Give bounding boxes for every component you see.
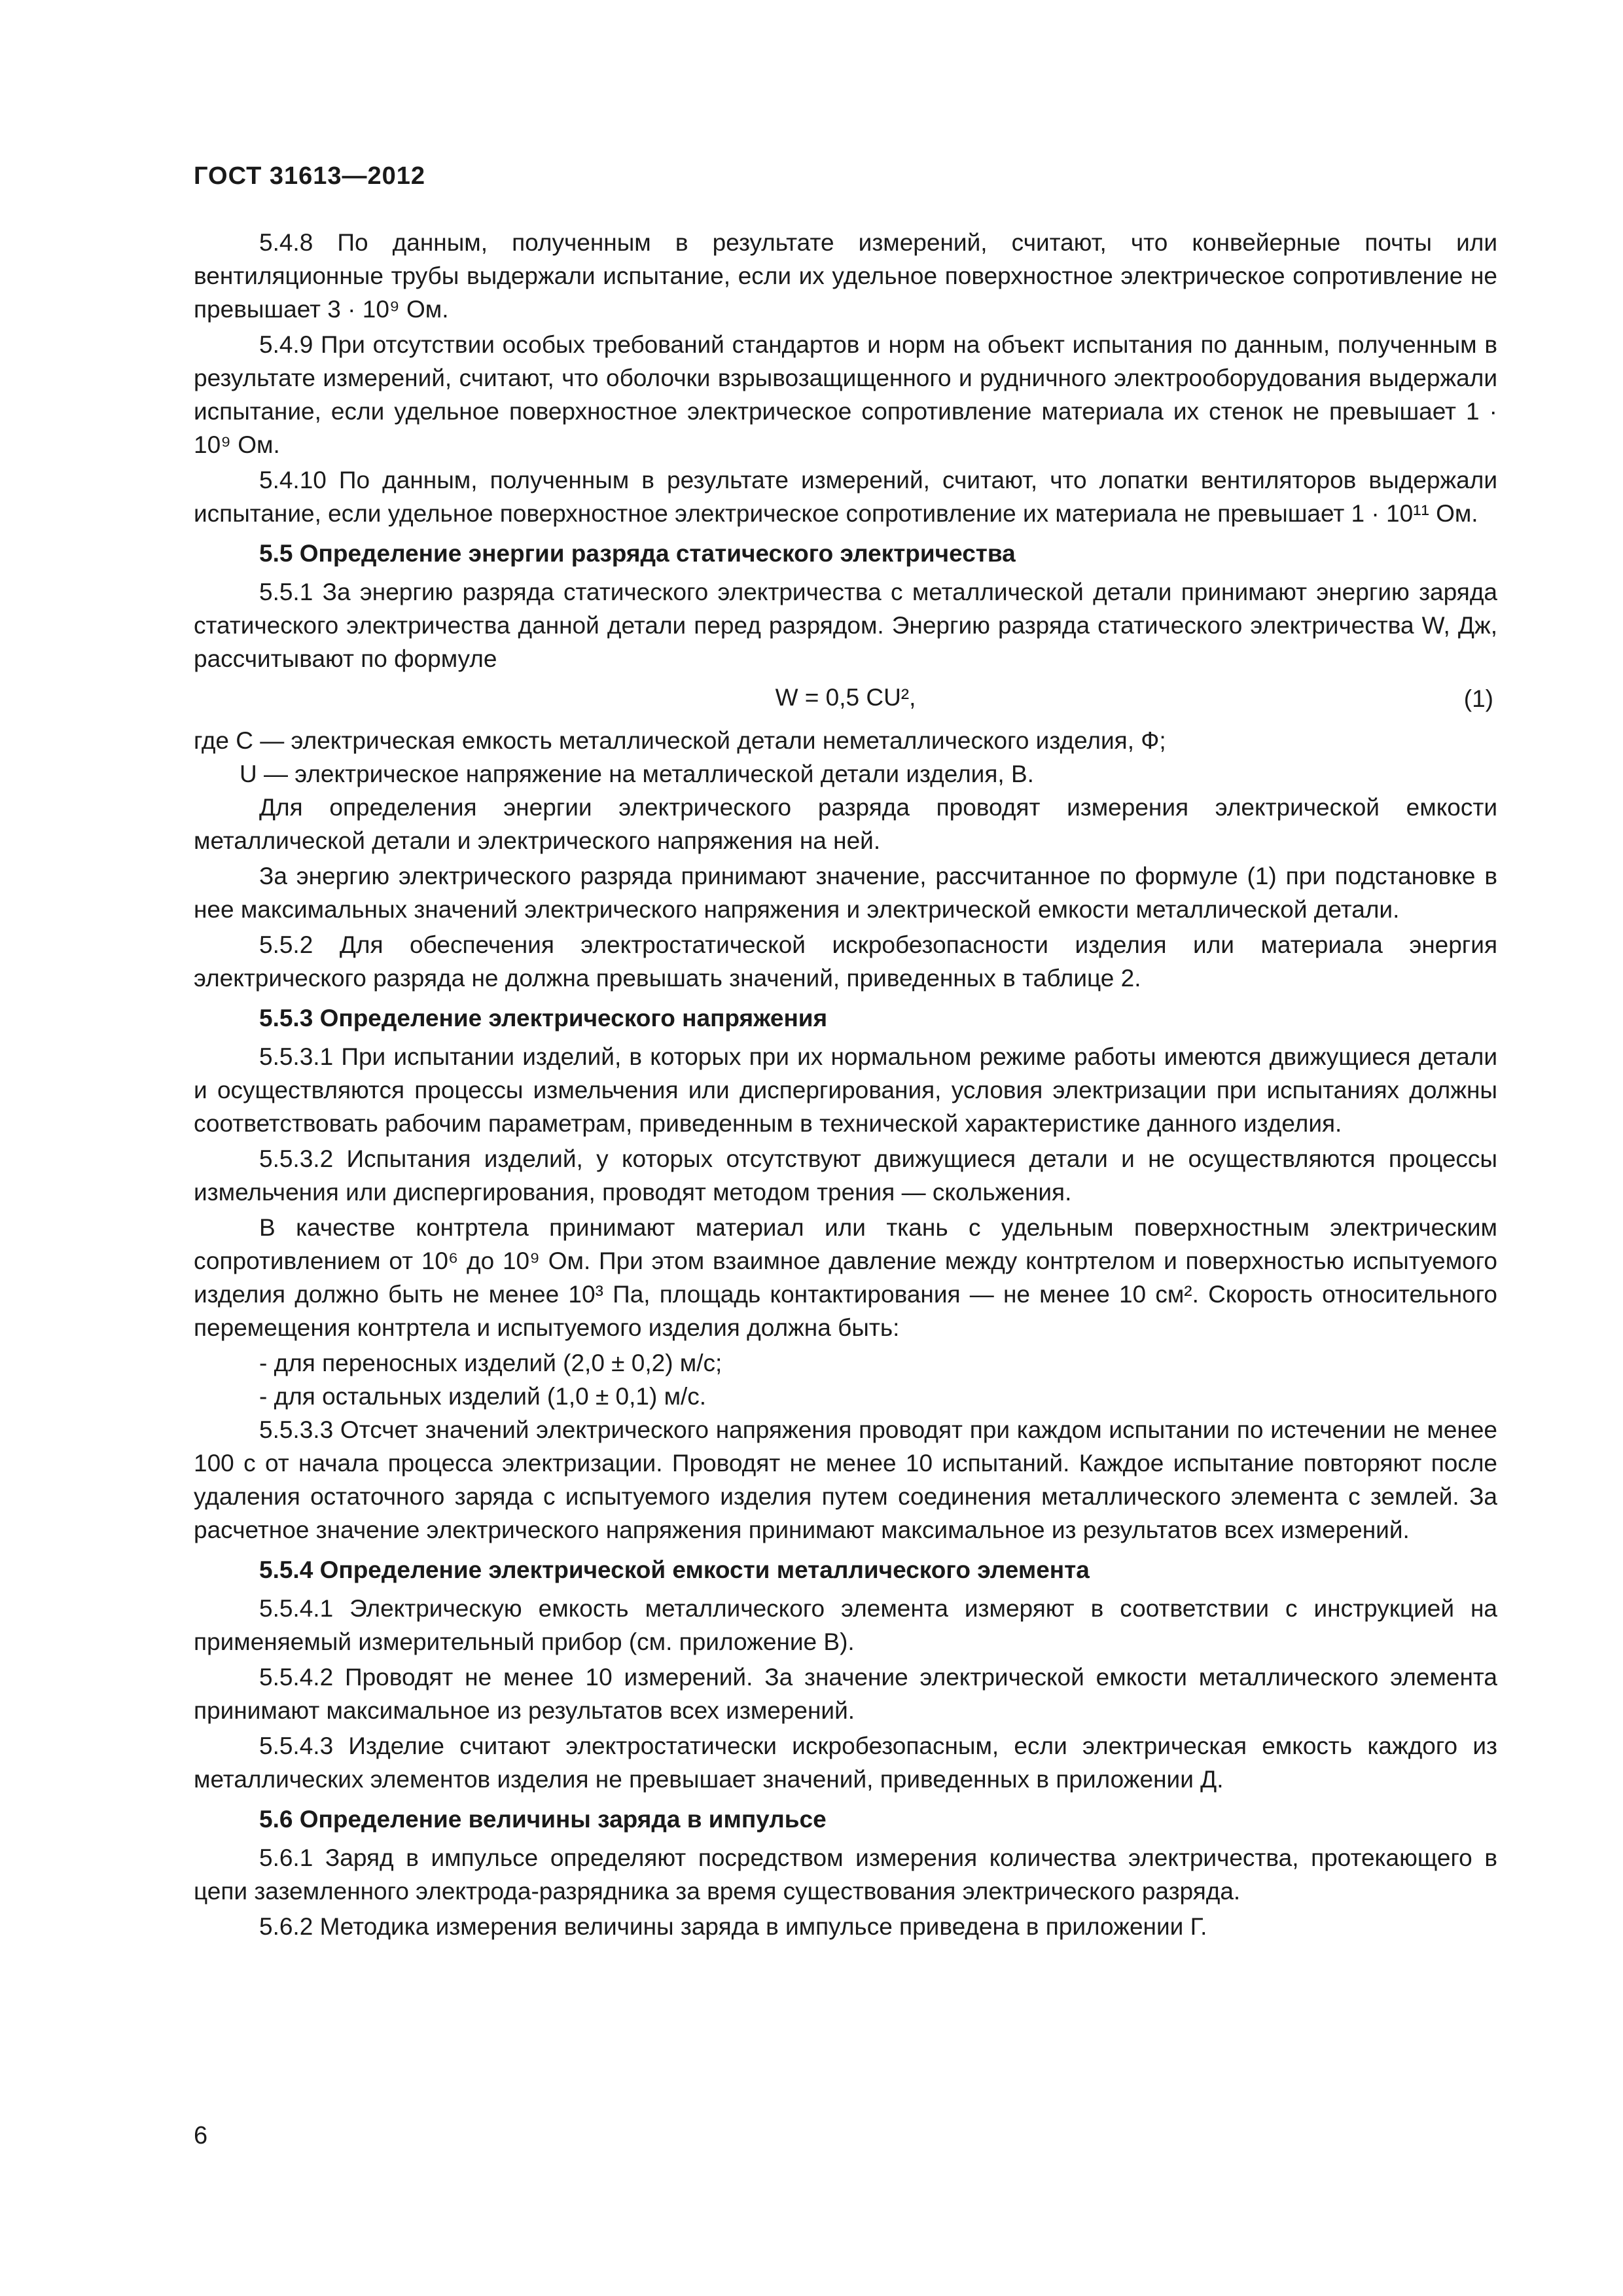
paragraph-energy-measurement: Для определения энергии электрического разряда проводят измерения электрической емкости металлической детали и электрического напряжения на ней.	[194, 794, 1497, 854]
paragraph-energy-value: За энергию электрического разряда принимают значение, рассчитанное по формуле (1) при подстановке в нее максимальных значений электрического напряжения и электрической емкости металлической детали.	[194, 863, 1497, 923]
section-heading-5-5-3: 5.5.3 Определение электрического напряжения	[259, 1005, 828, 1031]
paragraph-5-5-3-1: 5.5.3.1 При испытании изделий, в которых при их нормальном режиме работы имеются движущиеся детали и осуществляются процессы измельчения или диспергирования, условия электризации при испытаниях должны соответствовать рабочим параметрам, приведенным в технической характеристике данного изделия.	[194, 1043, 1497, 1137]
paragraph-5-4-9: 5.4.9 При отсутствии особых требований стандартов и норм на объект испытания по данным, полученным в результате измерений, считают, что оболочки взрывозащищенного и рудничного электрооборудования выдержали испытание, если удельное поверхностное электрическое сопротивление материала их стенок не превышает 1 · 10⁹ Ом.	[194, 331, 1497, 458]
standard-header: ГОСТ 31613—2012	[194, 162, 426, 190]
paragraph-5-5-3-2: 5.5.3.2 Испытания изделий, у которых отсутствуют движущиеся детали и не осуществляются процессы измельчения или диспергирования, проводят методом трения — скольжения.	[194, 1145, 1497, 1206]
formula-1	[194, 681, 1497, 719]
paragraph-5-5-4-3: 5.5.4.3 Изделие считают электростатически искробезопасным, если электрическая емкость каждого из металлических элементов изделия не превышает значений, приведенных в приложении Д.	[194, 1732, 1497, 1793]
paragraph-5-5-2: 5.5.2 Для обеспечения электростатической искробезопасности изделия или материала энергия электрического разряда не должна превышать значений, приведенных в таблице 2.	[194, 931, 1497, 992]
formula-expression: W = 0,5 CU²,	[775, 684, 916, 711]
paragraph-5-4-8: 5.4.8 По данным, полученным в результате измерений, считают, что конвейерные почты или вентиляционные трубы выдержали испытание, если их удельное поверхностное электрическое сопротивление не превышает 3 · 10⁹ Ом.	[194, 229, 1497, 323]
section-heading-5-5-4: 5.5.4 Определение электрической емкости металлического элемента	[259, 1556, 1090, 1583]
list-item-other: - для остальных изделий (1,0 ± 0,1) м/с.	[259, 1383, 707, 1410]
section-heading-5-5: 5.5 Определение энергии разряда статического электричества	[259, 540, 1016, 567]
paragraph-5-6-2: 5.6.2 Методика измерения величины заряда в импульсе приведена в приложении Г.	[259, 1913, 1207, 1940]
section-heading-5-6: 5.6 Определение величины заряда в импульсе	[259, 1806, 827, 1833]
definition-c: где C — электрическая емкость металлической детали неметаллического изделия, Ф;	[194, 727, 1166, 754]
paragraph-5-6-1: 5.6.1 Заряд в импульсе определяют посредством измерения количества электричества, протекающего в цепи заземленного электрода-разрядника за время существования электрического разряда.	[194, 1844, 1497, 1905]
paragraph-5-5-4-2: 5.5.4.2 Проводят не менее 10 измерений. За значение электрической емкости металлического элемента принимают максимальное из результатов всех измерений.	[194, 1664, 1497, 1724]
paragraph-5-5-1: 5.5.1 За энергию разряда статического электричества с металлической детали принимают энергию заряда статического электричества данной детали перед разрядом. Энергию разряда статического электричества W, Дж, рассчитывают по формуле	[194, 579, 1497, 672]
formula-number: (1)	[1463, 685, 1493, 712]
paragraph-5-5-4-1: 5.5.4.1 Электрическую емкость металлического элемента измеряют в соответствии с инструкцией на применяемый измерительный прибор (см. приложение В).	[194, 1595, 1497, 1655]
page-number: 6	[194, 2122, 208, 2149]
paragraph-5-5-3-3: 5.5.3.3 Отсчет значений электрического напряжения проводят при каждом испытании по истечении не менее 100 с от начала процесса электризации. Проводят не менее 10 испытаний. Каждое испытание повторяют после удаления остаточного заряда с испытуемого изделия путем соединения металлического элемента с землей. За расчетное значение электрического напряжения принимают максимальное из результатов всех измерений.	[194, 1416, 1497, 1543]
paragraph-counterbody: В качестве контртела принимают материал или ткань с удельным поверхностным электрическим сопротивлением от 10⁶ до 10⁹ Ом. При этом взаимное давление между контртелом и поверхностью испытуемого изделия должно быть не менее 10³ Па, площадь контактирования — не менее 10 см². Скорость относительного перемещения контртела и испытуемого изделия должна быть:	[194, 1214, 1497, 1341]
definition-u: U — электрическое напряжение на металлической детали изделия, В.	[240, 761, 1034, 787]
list-item-portable: - для переносных изделий (2,0 ± 0,2) м/с;	[259, 1350, 722, 1376]
paragraph-5-4-10: 5.4.10 По данным, полученным в результате измерений, считают, что лопатки вентиляторов выдержали испытание, если удельное поверхностное электрическое сопротивление их материала не превышает 1 · 10¹¹ Ом.	[194, 467, 1497, 527]
document-body	[194, 226, 1497, 1945]
